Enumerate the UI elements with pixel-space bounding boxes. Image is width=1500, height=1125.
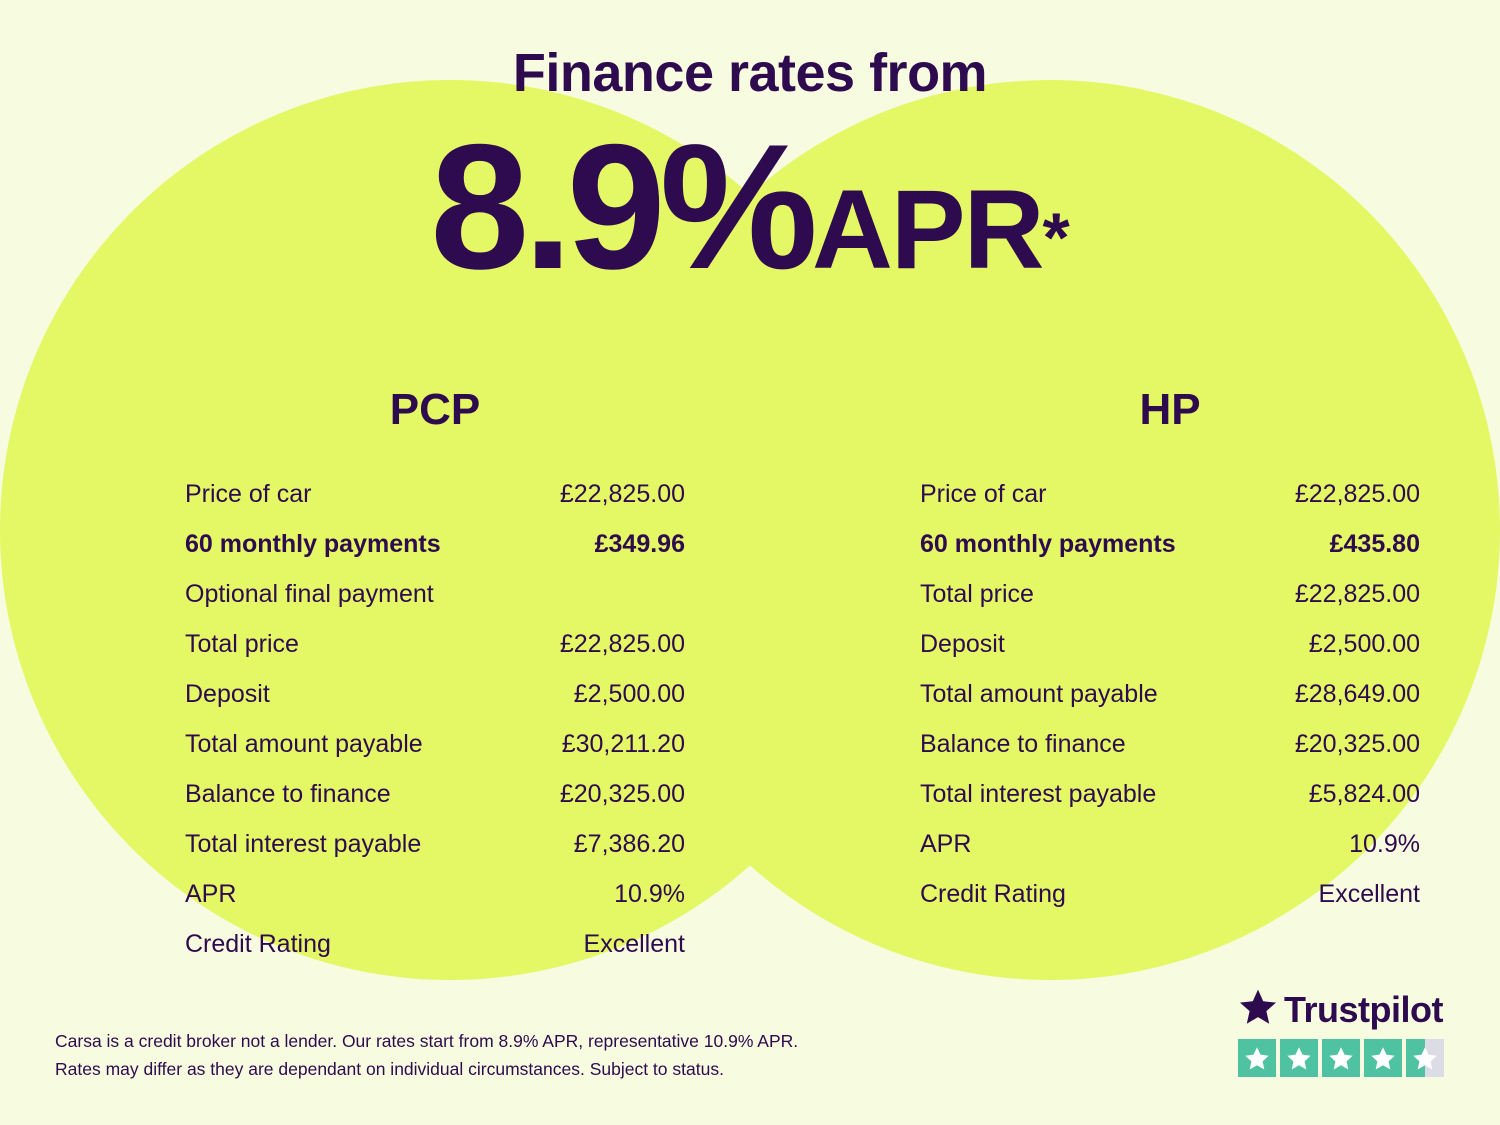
row-label: APR: [920, 830, 972, 858]
legal-footnote: [55, 1027, 798, 1083]
rating-star-half-icon: [1406, 1039, 1444, 1077]
row-label: APR: [185, 880, 237, 908]
column-heading-hp: HP: [1139, 385, 1201, 434]
table-row: [920, 619, 1420, 669]
table-row: [185, 719, 685, 769]
row-value: £22,825.00: [1294, 580, 1420, 608]
table-row: [185, 519, 685, 569]
row-value: £7,386.20: [573, 830, 685, 858]
finance-column-hp: [750, 385, 1500, 969]
row-label: Total interest payable: [920, 780, 1157, 808]
row-value: £22,825.00: [559, 480, 685, 508]
column-heading-pcp: PCP: [389, 385, 481, 434]
row-value: 10.9%: [1349, 830, 1420, 858]
row-value: Excellent: [583, 930, 685, 958]
table-row: [185, 819, 685, 869]
row-value: £349.96: [594, 530, 685, 558]
row-label: Total amount payable: [185, 730, 423, 758]
table-row: [920, 819, 1420, 869]
row-label: Credit Rating: [920, 880, 1066, 908]
footnote-line-2: Rates may differ as they are dependant on individual circumstances. Subject to status.: [55, 1059, 724, 1079]
table-row: [920, 519, 1420, 569]
table-row: [920, 869, 1420, 919]
trustpilot-logo: [1238, 988, 1448, 1031]
table-row: [920, 769, 1420, 819]
row-value: £22,825.00: [559, 630, 685, 658]
row-value: £20,325.00: [1294, 730, 1420, 758]
table-row: [920, 669, 1420, 719]
finance-columns: [0, 385, 1500, 969]
row-label: Deposit: [185, 680, 270, 708]
trustpilot-wordmark: Trustpilot: [1284, 988, 1443, 1030]
rating-star-icon: [1322, 1039, 1360, 1077]
rating-star-icon: [1238, 1039, 1276, 1077]
row-value: £30,211.20: [561, 730, 685, 758]
row-label: Optional final payment: [185, 580, 434, 608]
trustpilot-star-icon: [1238, 988, 1278, 1031]
trustpilot-stars: [1238, 1039, 1448, 1077]
table-row: [185, 469, 685, 519]
trustpilot-rating: [1238, 988, 1448, 1077]
row-label: Balance to finance: [920, 730, 1126, 758]
apr-asterisk: *: [1042, 198, 1070, 277]
apr-label: APR: [812, 167, 1043, 292]
row-label: Price of car: [185, 480, 312, 508]
table-row: [920, 469, 1420, 519]
row-label: Total price: [920, 580, 1034, 608]
row-label: Deposit: [920, 630, 1005, 658]
apr-headline: [0, 107, 1500, 306]
row-label: Price of car: [920, 480, 1047, 508]
row-value: £2,500.00: [573, 680, 685, 708]
row-label: Credit Rating: [185, 930, 331, 958]
rating-star-icon: [1364, 1039, 1402, 1077]
row-value: £22,825.00: [1294, 480, 1420, 508]
row-label: 60 monthly payments: [920, 530, 1176, 558]
row-label: Total interest payable: [185, 830, 422, 858]
page-title: Finance rates from: [512, 43, 988, 103]
apr-value: 8.9%: [430, 107, 812, 306]
row-value: Excellent: [1318, 880, 1420, 908]
finance-column-pcp: [0, 385, 750, 969]
row-value: £20,325.00: [559, 780, 685, 808]
table-row: [185, 569, 685, 619]
row-value: £28,649.00: [1294, 680, 1420, 708]
row-value: 10.9%: [614, 880, 685, 908]
row-value: £435.80: [1329, 530, 1420, 558]
table-row: [920, 719, 1420, 769]
table-row: [185, 619, 685, 669]
rating-star-icon: [1280, 1039, 1318, 1077]
row-label: Total amount payable: [920, 680, 1158, 708]
table-row: [185, 669, 685, 719]
table-row: [920, 569, 1420, 619]
row-value: £2,500.00: [1308, 630, 1420, 658]
table-row: [185, 919, 685, 969]
row-value: £5,824.00: [1308, 780, 1420, 808]
row-label: 60 monthly payments: [185, 530, 441, 558]
footnote-line-1: Carsa is a credit broker not a lender. Our rates start from 8.9% APR, representative 10.9% APR.: [55, 1031, 799, 1051]
table-row: [185, 869, 685, 919]
row-label: Balance to finance: [185, 780, 391, 808]
table-row: [185, 769, 685, 819]
row-label: Total price: [185, 630, 299, 658]
